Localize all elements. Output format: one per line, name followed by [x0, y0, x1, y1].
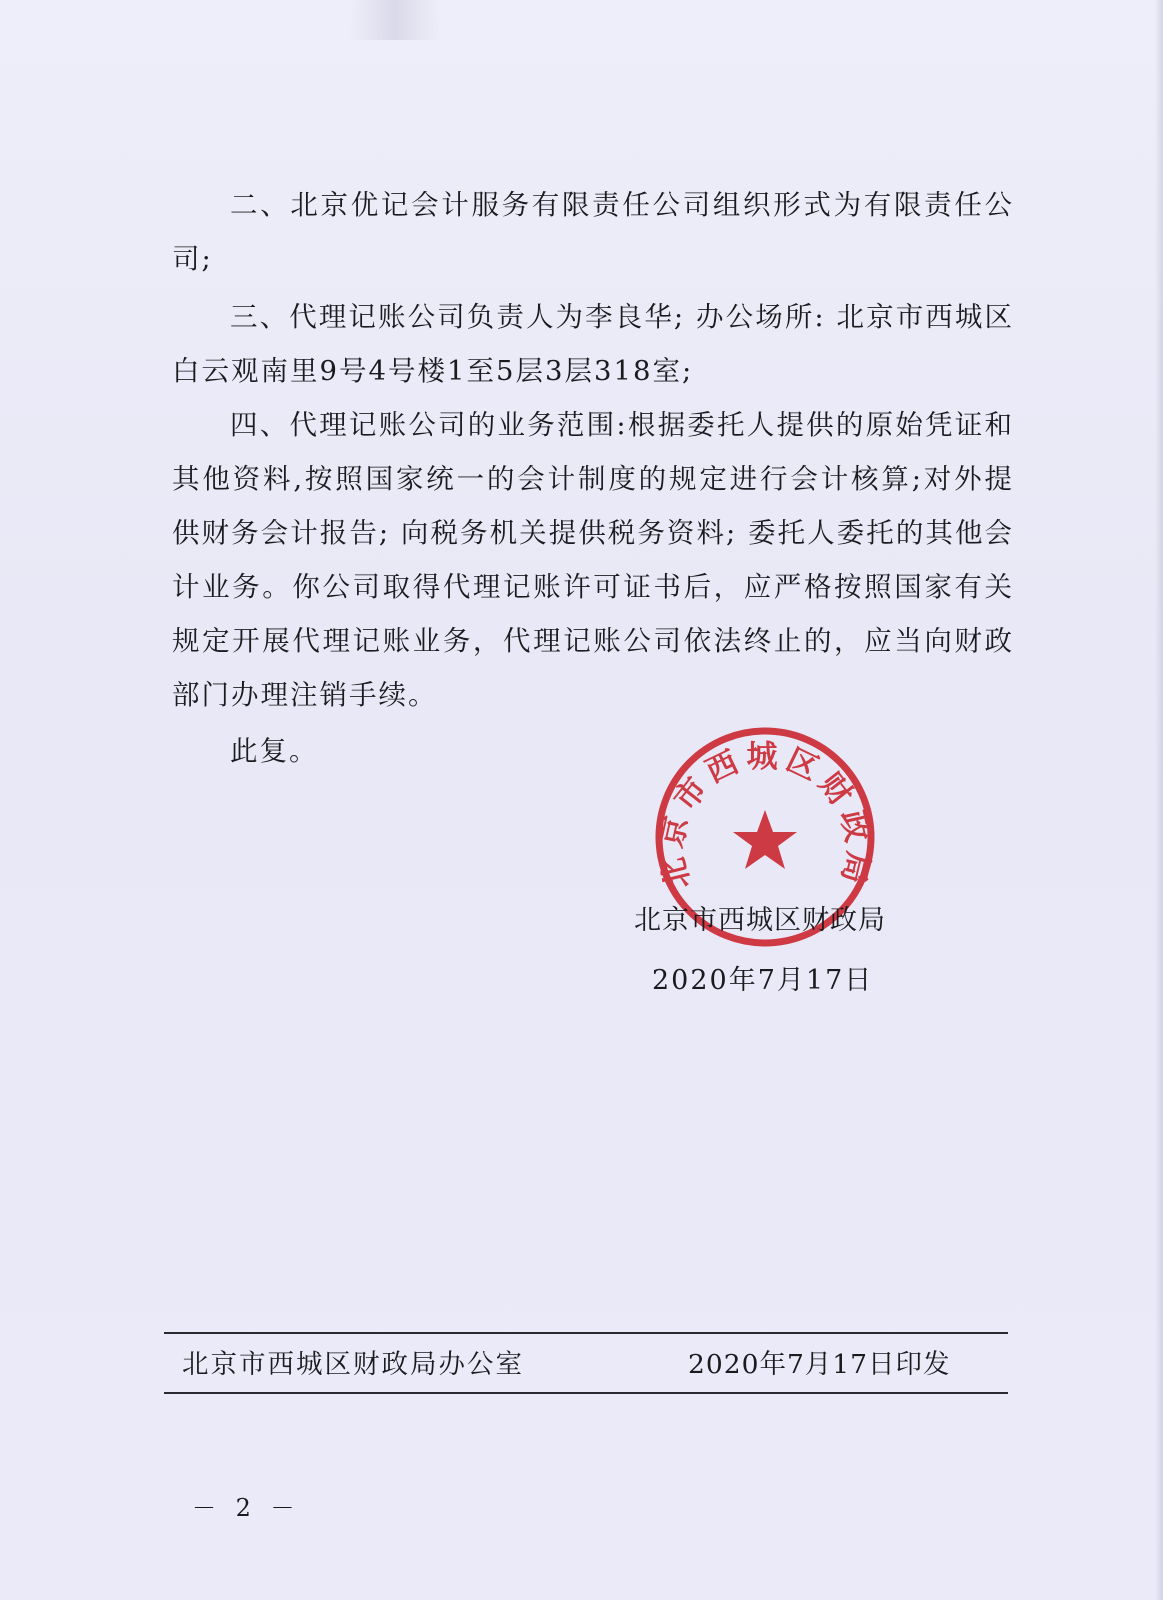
paragraph-responsible-person: 三、代理记账公司负责人为李良华; 办公场所: 北京市西城区白云观南里9号4号楼1至5层3层318室; — [172, 301, 1014, 387]
footer-divider-top — [164, 1332, 1008, 1334]
signature-organization: 北京市西城区财政局 — [634, 905, 886, 936]
footer-issued-date: 2020年7月17日印发 — [688, 1349, 951, 1380]
paragraph-business-scope: 四、代理记账公司的业务范围:根据委托人提供的原始凭证和其他资料,按照国家统一的会计制度的规定进行会计核算;对外提供财务会计报告; 向税务机关提供税务资料; 委托人委托的其他会计业务。你公司取得代理记账许可证书后，应严格按照国家有关规定开展代理记账业务，代理记账公司依法终止的，应当向财政部门办理注销手续。 — [172, 409, 1014, 711]
page-number: － 2 － — [192, 1494, 301, 1522]
paper-fold-shadow — [350, 0, 440, 40]
seal-text-path: 北京市西城区财政局 — [653, 738, 877, 893]
signature-date: 2020年7月17日 — [652, 965, 874, 996]
footer-issuer: 北京市西城区财政局办公室 — [182, 1349, 524, 1380]
closing-text: 此复。 — [230, 735, 319, 767]
star-icon — [733, 810, 797, 869]
paper-edge-shadow — [1155, 0, 1163, 1600]
footer-divider-bottom — [164, 1392, 1008, 1394]
paragraph-organization-form: 二、北京优记会计服务有限责任公司组织形式为有限责任公司; — [172, 189, 1014, 275]
